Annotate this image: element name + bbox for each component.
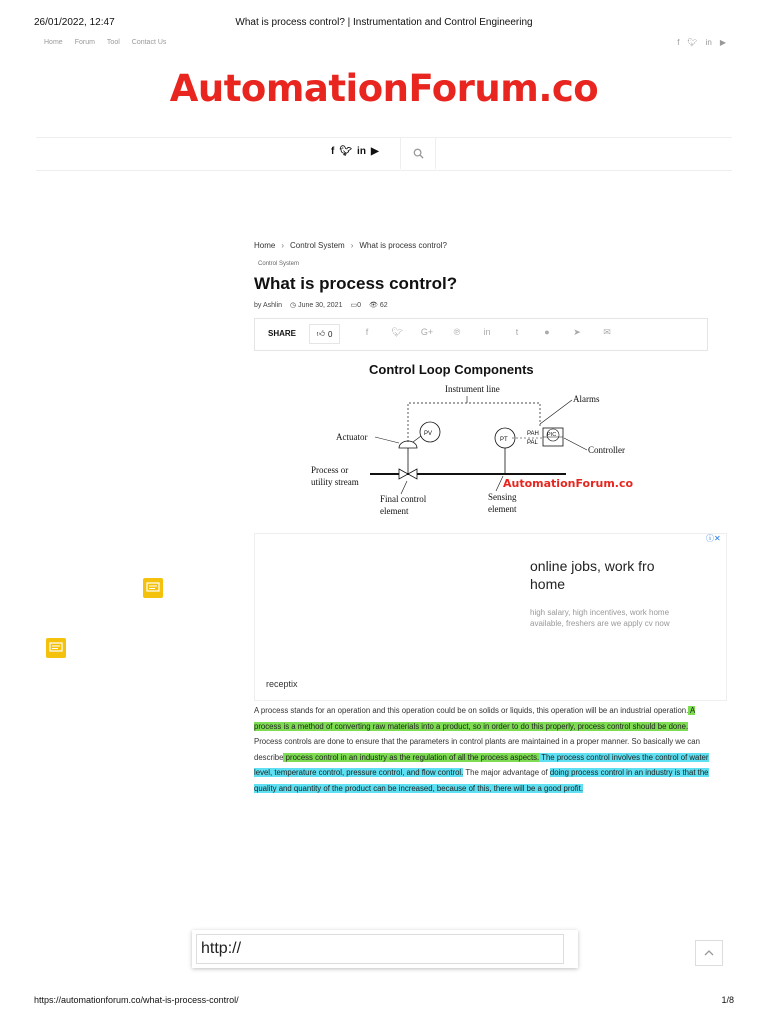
control-loop-diagram	[300, 356, 680, 526]
facebook-icon[interactable]: f	[331, 146, 335, 157]
search-button[interactable]	[400, 137, 436, 169]
comment-count[interactable]	[350, 301, 361, 309]
para-text-2: Process controls are done to ensure that the parameters in control plants are maintained in a proper manner. So basically we can describe	[254, 737, 700, 762]
nav-forum-link[interactable]: Forum	[74, 39, 95, 46]
pinterest-icon[interactable]: ℗	[453, 327, 461, 337]
url-input-popup	[192, 930, 578, 968]
highlight-blue[interactable]: of this, there will be a good profit.	[466, 783, 583, 793]
comment-icon: ▭	[350, 302, 358, 309]
article-title: What is process control?	[254, 274, 458, 293]
ad-title-line2[interactable]: home	[530, 576, 566, 592]
top-social-links	[677, 38, 726, 47]
highlight-green[interactable]: A process is a method of converting raw materials into a product, so in order to do this properly, process control should be done.	[254, 706, 696, 731]
label-final-2: element	[380, 506, 409, 516]
diagram-watermark: AutomationForum.co	[503, 477, 634, 490]
telegram-icon[interactable]: ➤	[573, 327, 581, 337]
label-controller: Controller	[588, 445, 625, 455]
label-process-2: utility stream	[311, 477, 359, 487]
email-icon[interactable]: ✉	[603, 327, 611, 337]
category-tag[interactable]: Control System	[258, 261, 300, 267]
para-text-3: The major advantage of	[463, 768, 550, 777]
linkedin-icon[interactable]: in	[705, 38, 712, 47]
google-plus-icon[interactable]: G+	[420, 327, 434, 337]
tumblr-icon[interactable]: t	[515, 327, 519, 337]
highlight-blue[interactable]: The process control involves the control of water level, temperature control, pressure control, and flow control.	[254, 752, 709, 777]
label-alarms: Alarms	[573, 394, 600, 404]
facebook-icon[interactable]: f	[677, 38, 680, 47]
nav-contact-link[interactable]: Contact Us	[131, 39, 167, 46]
print-url: https://automationforum.co/what-is-process-control/	[34, 995, 239, 1005]
label-pah: PAH	[527, 431, 539, 437]
comment-note-icon[interactable]	[143, 578, 163, 598]
search-icon	[413, 148, 424, 159]
scroll-top-button[interactable]	[695, 940, 723, 966]
sub-nav-bar	[36, 137, 732, 171]
diagram-title: Control Loop Components	[369, 362, 534, 377]
ad-title-line1[interactable]: online jobs, work fro	[530, 558, 655, 574]
label-pt: PT	[500, 437, 508, 443]
like-button[interactable]	[309, 324, 340, 344]
sub-social-links	[331, 146, 379, 157]
youtube-icon[interactable]: ▶	[370, 146, 379, 157]
post-date-text: June 30, 2021	[298, 302, 343, 309]
top-nav	[44, 39, 166, 46]
share-label: SHARE	[268, 329, 297, 338]
print-page-number: 1/8	[721, 995, 734, 1005]
highlight-blue[interactable]: because	[434, 783, 467, 793]
thumbs-up-icon: 👍︎	[316, 329, 325, 338]
post-date	[290, 301, 342, 309]
linkedin-icon[interactable]: in	[483, 327, 491, 337]
label-final-1: Final control	[380, 494, 427, 504]
label-pal: PAL	[527, 440, 538, 446]
label-pv: PV	[424, 431, 433, 437]
chevron-right-icon: ›	[281, 241, 285, 250]
breadcrumb-current: What is process control?	[359, 241, 447, 250]
linkedin-icon[interactable]: in	[357, 146, 366, 157]
highlight-green[interactable]: process control in an industry as the regulation of all the process aspects.	[283, 752, 540, 762]
print-date: 26/01/2022, 12:47	[34, 17, 115, 28]
breadcrumb-category[interactable]: Control System	[290, 241, 345, 250]
chevron-up-icon	[704, 949, 714, 957]
article-paragraph	[254, 703, 710, 796]
ad-description: high salary, high incentives, work home available, freshers are we apply cv now	[530, 608, 670, 628]
twitter-icon[interactable]: 🐦︎	[687, 38, 698, 47]
nav-tool-link[interactable]: Tool	[106, 39, 120, 46]
label-sensing-1: Sensing	[488, 492, 517, 502]
comment-count-text: 0	[357, 302, 361, 309]
view-count	[369, 301, 388, 309]
nav-home-link[interactable]: Home	[44, 39, 63, 46]
label-process-1: Process or	[311, 465, 349, 475]
article-meta	[254, 301, 388, 309]
eye-icon: 👁︎	[369, 302, 378, 309]
label-pic: PIC	[547, 432, 557, 438]
site-logo[interactable]: AutomationForum.co	[169, 67, 599, 110]
url-input[interactable]	[196, 934, 564, 964]
breadcrumb	[254, 241, 447, 250]
twitter-icon[interactable]: 🐦︎	[391, 327, 403, 337]
label-sensing-2: element	[488, 504, 517, 514]
author-link[interactable]: by Ashlin	[254, 301, 283, 309]
ad-brand: receptix	[266, 679, 298, 689]
print-title: What is process control? | Instrumentation and Control Engineering	[235, 17, 533, 28]
view-count-text: 62	[379, 302, 388, 309]
para-text-1: A process stands for an operation and this operation could be on solids or liquids, this operation will be an industrial operation.	[254, 706, 689, 715]
like-count: 0	[327, 329, 333, 339]
highlight-blue[interactable]: doing process control in an industry is that the quality and quantity of the product can be increased,	[254, 768, 709, 793]
reddit-icon[interactable]: ●	[544, 327, 550, 337]
adchoices-icon[interactable]: ⓘ✕	[706, 534, 721, 543]
label-instrument-line: Instrument line	[445, 384, 500, 394]
breadcrumb-home[interactable]: Home	[254, 241, 276, 250]
share-icons	[352, 327, 622, 338]
clock-icon: ◷	[290, 302, 297, 309]
comment-note-icon[interactable]	[46, 638, 66, 658]
youtube-icon[interactable]: ▶	[719, 38, 726, 47]
chevron-right-icon: ›	[350, 241, 354, 250]
facebook-icon[interactable]: f	[365, 327, 369, 337]
twitter-icon[interactable]: 🐦︎	[339, 146, 353, 157]
label-actuator: Actuator	[336, 432, 368, 442]
